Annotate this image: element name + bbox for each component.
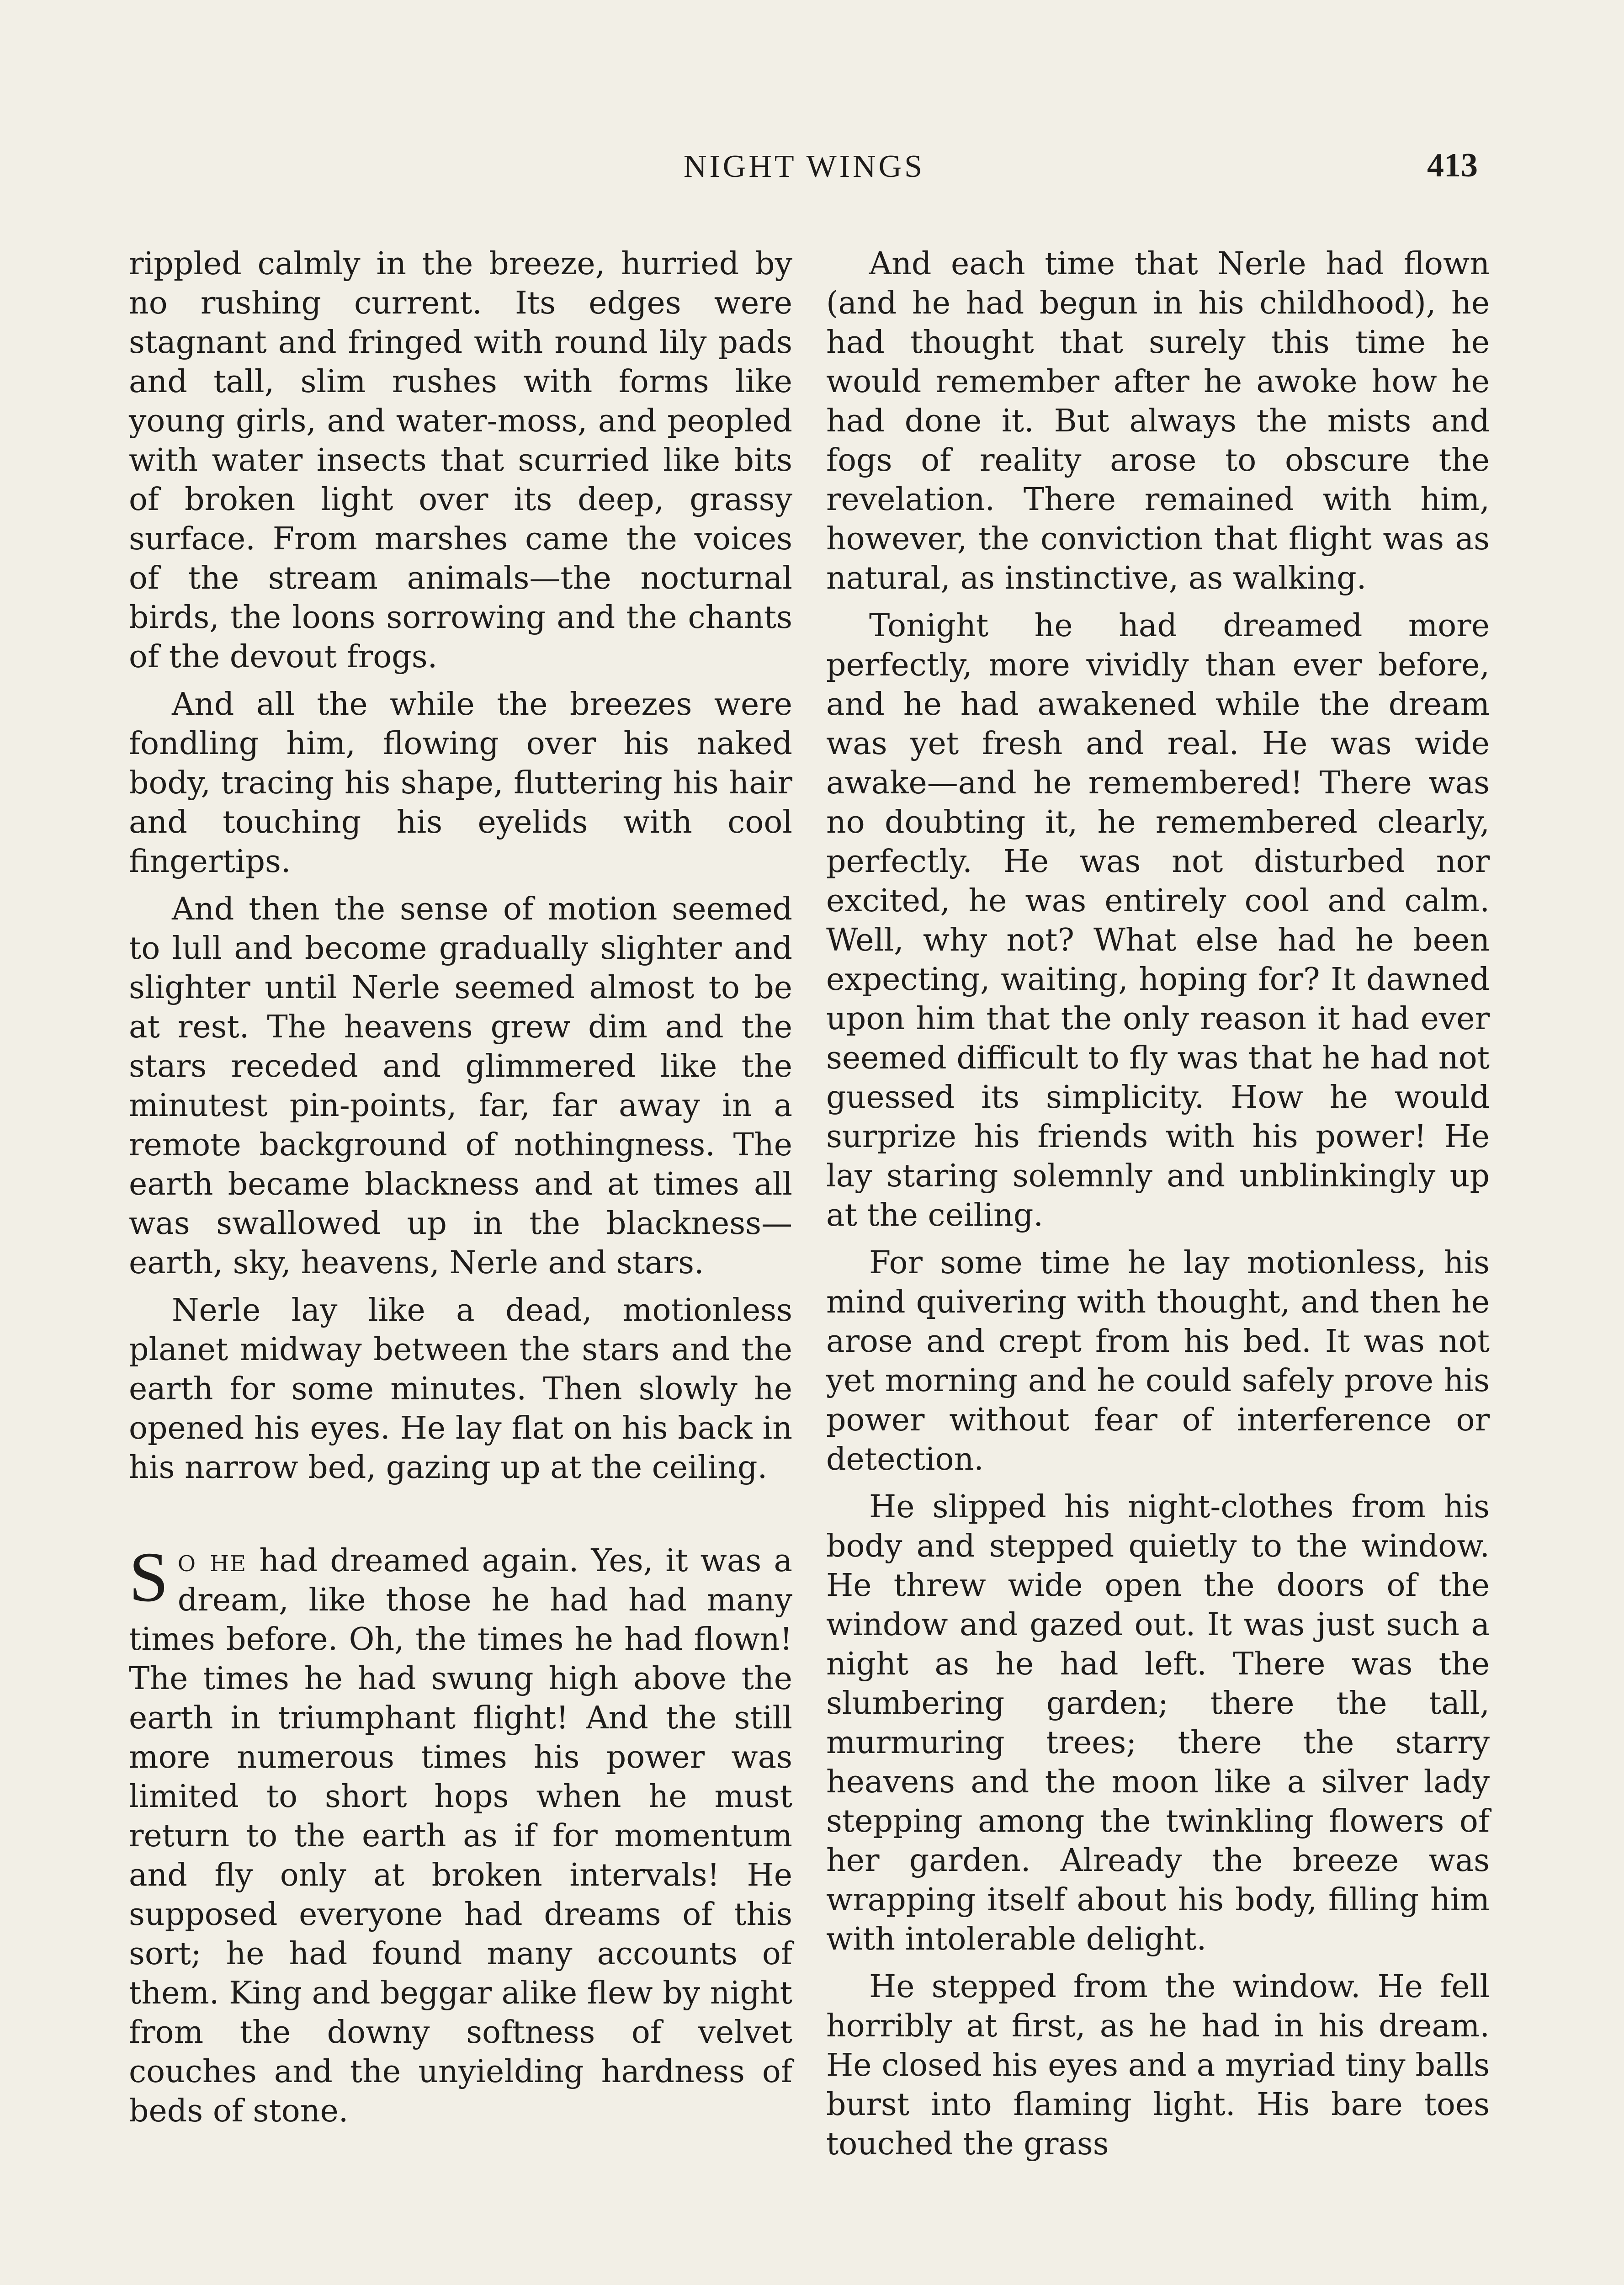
paragraph: He stepped from the window. He fell horribly at first, as he had in his dream. He closed his eyes and a myriad tiny balls burst into flaming light. His bare toes touched the grass	[826, 1969, 1490, 2162]
running-title: NIGHT WINGS	[683, 149, 925, 184]
paragraph: Tonight he had dreamed more perfectly, more vividly than ever before, and he had awakened while the dream was yet fresh and real. He was wide awake—and he remembered! There was no doubting it, he remembered clearly, perfectly. He was not disturbed nor excited, he was entirely cool and calm. Well, why not? What else had he been expecting, waiting, hoping for? It dawned upon him that the only reason it had ever seemed difficult to fly was that he had not guessed its simplicity. How he would surprize his friends with his power! He lay staring solemnly and unblinkingly up at the ceiling.	[826, 608, 1490, 1233]
page-number: 413	[1427, 147, 1478, 184]
paragraph: He slipped his night-clothes from his body and stepped quietly to the window. He threw wide open the doors of the window and gazed out. It was just such a night as he had left. There was the slumbering garden; there the tall, murmuring trees; there the starry heavens and the moon like a silver lady stepping among the twinkling flowers of her garden. Already the breeze was wrapping itself about his body, filling him with intolerable delight.	[826, 1489, 1490, 1957]
drop-cap: S	[129, 1537, 169, 1616]
paragraph: For some time he lay motionless, his mind quivering with thought, and then he arose and crept from his bed. It was not yet morning and he could safely prove his power without fear of interference or detection.	[826, 1245, 1490, 1477]
paragraph: And then the sense of motion seemed to lull and become gradually slighter and slighter until Nerle seemed almost to be at rest. The heavens grew dim and the stars receded and glimmered like the minutest pin-points, far, far away in a remote background of nothingness. The earth became blackness and at times all was swallowed up in the blackness—earth, sky, heavens, Nerle and stars.	[129, 891, 792, 1281]
paragraph: rippled calmly in the breeze, hurried by no rushing current. Its edges were stagnant and fringed with round lily pads and tall, slim rushes with forms like young girls, and water-moss, and peopled with water insects that scurried like bits of broken light over its deep, grassy surface. From marshes came the voices of the stream animals—the nocturnal birds, the loons sorrowing and the chants of the devout frogs.	[129, 246, 792, 675]
paragraph-text: had dreamed again. Yes, it was a dream, like those he had had many times before. Oh, the times he had flown! The times he had swung high above the earth in triumphant flight! And the still more numerous times his power was limited to short hops when he must return to the earth as if for momentum and fly only at broken intervals! He supposed everyone had dreams of this sort; he had found many accounts of them. King and beggar alike flew by night from the downy softness of velvet couches and the unyielding hardness of beds of stone.	[129, 1543, 792, 2129]
section-opening-paragraph	[129, 1537, 792, 2131]
right-column	[826, 244, 1490, 2172]
small-caps-lead: o he	[177, 1543, 247, 1579]
left-column	[129, 244, 792, 2139]
paragraph: And all the while the breezes were fondling him, flowing over his naked body, tracing his shape, fluttering his hair and touching his eyelids with cool fingertips.	[129, 686, 792, 880]
paragraph: And each time that Nerle had flown (and he had begun in his childhood), he had thought that surely this time he would remember after he awoke how he had done it. But always the mists and fogs of reality arose to obscure the revelation. There remained with him, however, the conviction that flight was as natural, as instinctive, as walking.	[826, 246, 1490, 596]
paragraph: Nerle lay like a dead, motionless planet midway between the stars and the earth for some minutes. Then slowly he opened his eyes. He lay flat on his back in his narrow bed, gazing up at the ceiling.	[129, 1292, 792, 1486]
section-break	[129, 1496, 792, 1541]
